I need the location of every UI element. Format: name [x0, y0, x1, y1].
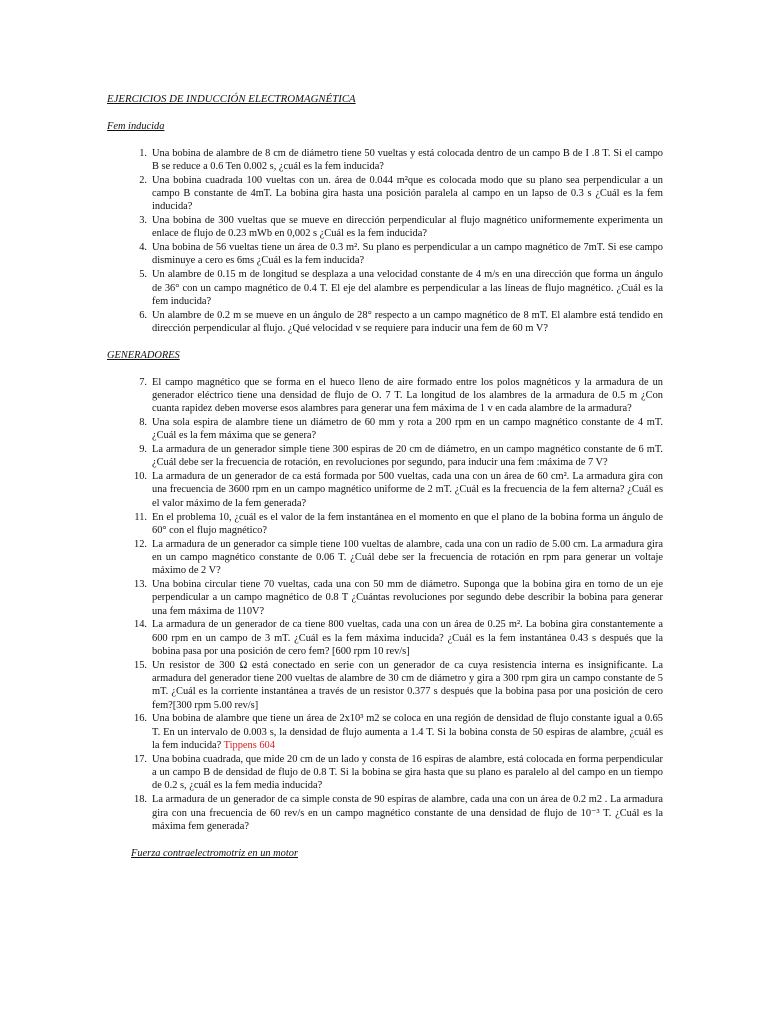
exercise-item: [107, 511, 663, 538]
document-content: [107, 93, 663, 873]
section-heading-fuerza-contraelectromotriz: Fuerza contraelectromotriz en un motor: [131, 848, 299, 860]
exercise-item: [107, 712, 663, 752]
exercise-item: [107, 538, 663, 578]
exercise-text: Un resistor de 300 Ω está conectado en serie con un generador de ca cuya resistencia interna es insignificante. La armadura del generador tiene 200 vueltas de alambre de 30 cm de diámetro y gira a 300 rpm gira un campo constante de 5 mT. ¿Cuál es la corriente instantánea a través de un resistor 0.377 s después que la bobina pasa por una posición de cero fem?[300 rpm 5.00 rev/s]: [152, 659, 663, 711]
reference-note: Tippens 604: [221, 740, 275, 752]
exercise-item: [107, 268, 663, 308]
exercise-text: La armadura de un generador de ca está formada por 500 vueltas, cada una con un área de 60 cm². La armadura gira con una frecuencia de 3600 rpm en un campo magnético uniforme de 2 mT. ¿Cuál es la frecuencia de la fem alterna? ¿Cuál es el valor máximo de la fem generada?: [152, 471, 663, 509]
exercise-item: [107, 470, 663, 510]
exercise-text: La armadura de un generador de ca tiene 800 vueltas, cada una con un área de 0.25 m². La bobina gira constantemente a 600 rpm en un campo de 3 mT. ¿Cuál es la fem máxima inducida? ¿Cuál es la fem instantánea 0.43 s después que la bobina pasa por una posición de cero fem? [600 rpm 10 rev/s]: [152, 619, 663, 657]
exercise-text: Una bobina de 56 vueltas tiene un área de 0.3 m². Su plano es perpendicular a un campo magnético de 7mT. Si ese campo disminuye a cero es 6ms ¿Cuál es la fem inducida?: [152, 242, 663, 267]
exercise-text: Una bobina de alambre de 8 cm de diámetro tiene 50 vueltas y está colocada dentro de un campo B de I .8 T. Si el campo B se reduce a 0.6 Ten 0.002 s, ¿cuál es la fem inducida?: [152, 147, 663, 172]
section-heading-generadores: GENERADORES: [107, 350, 180, 362]
exercise-text: Una sola espira de alambre tiene un diámetro de 60 mm y rota a 200 rpm en un campo magnético constante de 4 mT. ¿Cuál es la fem máxima que se genera?: [152, 416, 663, 442]
section-heading-fem-inducida: Fem inducida: [107, 121, 165, 133]
exercise-text: La armadura de un generador ca simple tiene 100 vueltas de alambre, cada una con un radio de 5.00 cm. La armadura gira en un campo magnético constante de 0.06 T. ¿Cuál debe ser la frecuencia de rotación en rpm para generar un voltaje máximo de 2 V?: [152, 538, 663, 577]
exercise-number: 12.: [134, 538, 147, 550]
exercise-item: [107, 309, 663, 336]
exercise-text: Una bobina de alambre que tiene un área de 2x10³ m2 se coloca en una región de densidad de flujo constante igual a 0.65 T. En un intervalo de 0.003 s, la densidad de flujo aumenta a 1.4 T. Si la bobina consta de 50 espiras de alambre, ¿cuál es la fem inducida?: [152, 713, 663, 752]
exercise-number: 3.: [139, 215, 147, 227]
exercise-number: 9.: [139, 444, 147, 456]
exercise-number: 7.: [139, 376, 147, 388]
exercise-number: 18.: [134, 794, 147, 806]
exercise-number: 15.: [134, 659, 147, 671]
exercise-number: 17.: [134, 753, 147, 765]
exercise-text: La armadura de un generador simple tiene 300 espiras de 20 cm de diámetro, en un campo magnético constante de 6 mT. ¿Cuál debe ser la frecuencia de rotación, en revoluciones por segundo, para inducir una fem :máxima de 7 V?: [152, 444, 663, 469]
exercise-item: [107, 241, 663, 268]
exercise-text: Una bobina de 300 vueltas que se mueve en dirección perpendicular al flujo magnético uniformemente experimenta un enlace de flujo de 0.23 mWb en 0,002 s ¿Cuál es la fem inducida?: [152, 215, 663, 240]
exercise-item: [107, 659, 663, 712]
exercise-item: [107, 443, 663, 470]
exercise-number: 14.: [134, 619, 147, 631]
exercise-item: [107, 753, 663, 793]
exercise-number: 11.: [134, 511, 147, 523]
exercise-number: 16.: [134, 713, 147, 725]
document-title: EJERCICIOS DE INDUCCIÓN ELECTROMAGNÉTICA: [107, 93, 356, 105]
exercise-text: Una bobina circular tiene 70 vueltas, cada una con 50 mm de diámetro. Suponga que la bobina gira en torno de un eje perpendicular a un campo magnético de 0.8 T ¿Cuántas revoluciones por segundo debe describir la bobina para generar una fem máxima de 110V?: [152, 579, 663, 617]
exercise-item: [107, 376, 663, 416]
exercise-text: La armadura de un generador de ca simple consta de 90 espiras de alambre, cada una con un área de 0.2 m2 . La armadura gira con una frecuencia de 60 rev/s en un campo magnético constante de una densidad de flujo de 10⁻³ T. ¿Cuál es la máxima fem generada?: [152, 794, 663, 832]
exercise-list-fem-inducida: [107, 147, 663, 336]
exercise-item: [107, 174, 663, 214]
exercise-item: [107, 578, 663, 618]
exercise-number: 4.: [139, 242, 147, 254]
exercise-number: 10.: [134, 471, 147, 483]
exercise-number: 6.: [139, 309, 147, 321]
exercise-number: 5.: [139, 269, 147, 281]
exercise-item: [107, 618, 663, 658]
exercise-text: En el problema 10, ¿cuál es el valor de la fem instantánea en el momento en que el plano de la bobina forma un ángulo de 60° con el flujo magnético?: [152, 511, 663, 536]
exercise-item: [107, 793, 663, 833]
exercise-number: 2.: [139, 174, 147, 186]
exercise-text: Una bobina cuadrada 100 vueltas con un. área de 0.044 m²que es colocada modo que su plano sea perpendicular a un campo B constante de 4mT. La bobina gira hasta una posición paralela al campo en un lapso de 0.3 s ¿Cuál es la fem inducida?: [152, 174, 663, 213]
exercise-text: Una bobina cuadrada, que mide 20 cm de un lado y consta de 16 espiras de alambre, está colocada en forma perpendicular a un campo B de densidad de flujo de 0.8 T. Si la bobina se gira hasta que su plano es paralelo al del campo en un tiempo de 0.2 s, ¿cuál es la fem media inducida?: [152, 753, 663, 792]
exercise-number: 1.: [139, 147, 147, 159]
exercise-number: 13.: [134, 579, 147, 590]
exercise-list-generadores: [107, 376, 663, 834]
exercise-number: 8.: [139, 416, 147, 428]
exercise-item: [107, 147, 663, 174]
exercise-item: [107, 416, 663, 443]
exercise-item: [107, 214, 663, 241]
exercise-text: Un alambre de 0.2 m se mueve en un ángulo de 28° respecto a un campo magnético de 8 mT. El alambre está tendido en dirección perpendicular al flujo. ¿Qué velocidad v se requiere para inducir una fem de 60 m V?: [152, 309, 663, 334]
exercise-text: El campo magnético que se forma en el hueco lleno de aire formado entre los polos magnéticos y la armadura de un generador eléctrico tiene una densidad de flujo de O. 7 T. La longitud de los alambres de la armadura de 0.5 m ¿Con cuanta rapidez deben moverse esos alambres para generar una fem máxima de 1 v en cada alambre de la armadura?: [152, 376, 663, 415]
exercise-text: Un alambre de 0.15 m de longitud se desplaza a una velocidad constante de 4 m/s en una dirección que forma un ángulo de 36° con un campo magnético de 0.4 T. El eje del alambre es perpendicular a las líneas de flujo magnético. ¿Cuál es la fem inducida?: [152, 269, 663, 307]
